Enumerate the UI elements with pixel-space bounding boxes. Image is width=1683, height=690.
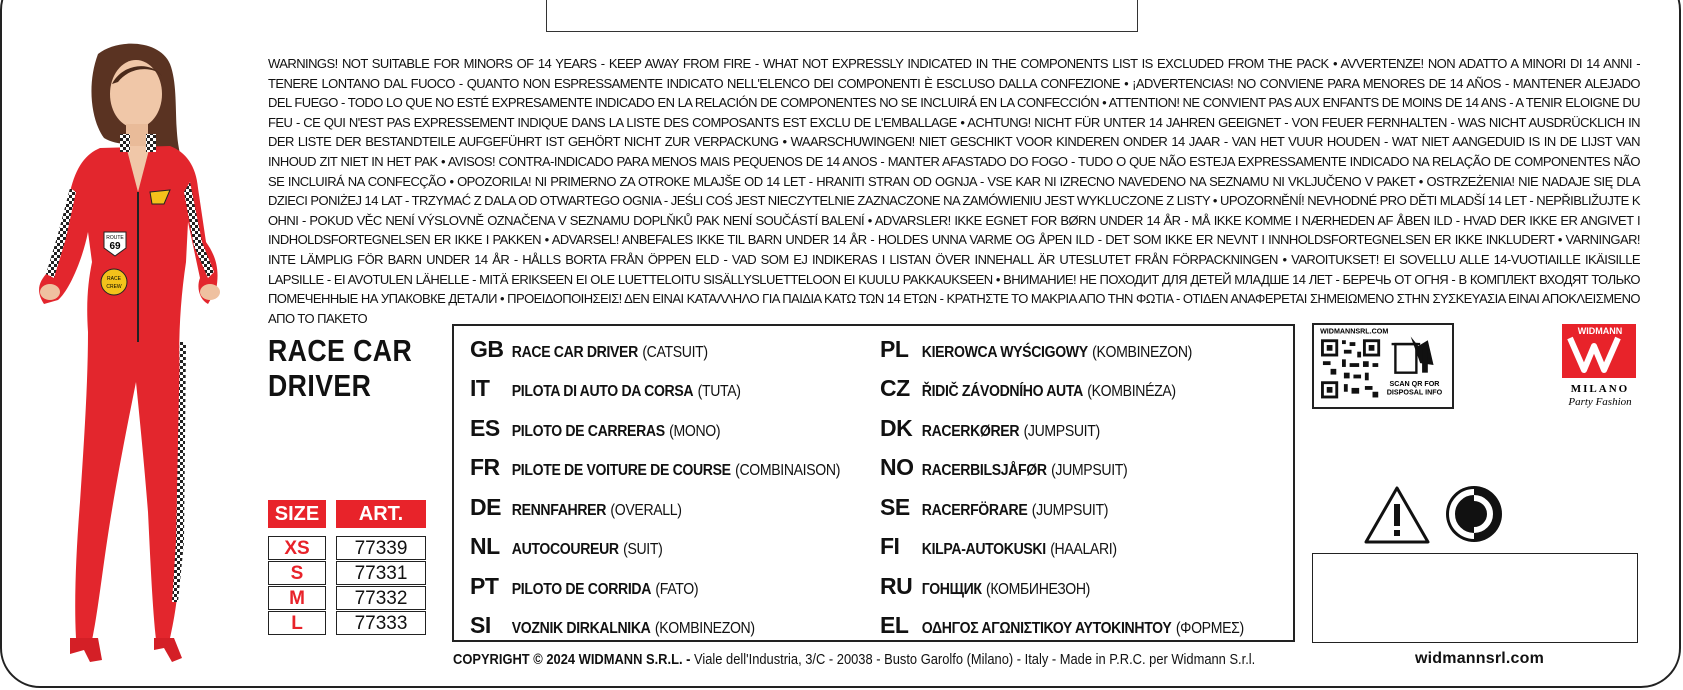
language-code: DE: [470, 494, 501, 520]
disposal-bin-icon: [1392, 336, 1434, 372]
size-value: M: [268, 586, 326, 610]
costume-name: AUTOCOUREUR: [511, 541, 619, 558]
language-row: [880, 336, 1229, 366]
logo-city: MILANO: [1570, 383, 1630, 395]
costume-type: (COMBINAISON): [735, 462, 841, 479]
costume-name: PILOTO DE CORRIDA: [511, 581, 652, 598]
product-title: [268, 333, 412, 403]
costume-name: RACERKØRER: [921, 423, 1020, 440]
language-row: [470, 375, 772, 405]
multilingual-warnings: WARNINGS! NOT SUITABLE FOR MINORS OF 14 YEARS - KEEP AWAY FROM FIRE - WHAT NOT EXPRESSLY INDICATED IN THE COMPONENTS LIST IS EXCLUDED FROM THE PACK • AVVERTENZE! NON ADATTO A MINORI DI 14 ANNI - TENERE LONTANO DAL FUOCO - QUANTO NON ESPRESSAMENTE INDICATO NELL'ELENCO DEI COMPONENTI È ESCLUSO DALLA CONFEZIONE • ¡ADVERTENCIAS! NO CONVIENE PARA MENORES DE 14 AÑOS - MANTENER ALEJADO DEL FUEGO - TODO LO QUE NO ESTÉ EXPRESAMENTE INDICADO EN LA RELACIÓN DE COMPONENTES NO SE INCLUIRÁ EN LA CONFECCIÓN • ATTENTION! NE CONVIENT PAS AUX ENFANTS DE MOINS DE 14 ANS - A TENIR ELOIGNE DU FEU - CE QUI N'EST PAS EXPRESSEMENT INDIQUE DANS LA LISTE DES COMPOSANTS EST EXCLU DE L'EMBALLAGE • ACHTUNG! NICHT FÜR UNTER 14 JAHREN GEEIGNET - VON FEUER FERNHALTEN - WAS NICHT AUSDRÜCKLICH IN DER LISTE DER BESTANDTEILE AUFGEFÜHRT IST GEHÖRT NICHT ZUR VERPACKUNG • WAARSCHUWINGEN! NIET GESCHIKT VOOR KINDEREN ONDER 14 JAAR - VAN HET VUUR HOUDEN - WAT NIET AANGEDUID IS IN DE LIJST VAN INHOUD ZIT NIET IN HET PAK • AVISOS! CONTRA-INDICADO PARA MENOS MAIS PEQUENOS DE 14 ANOS - MANTER AFASTADO DO FOGO - TUDO O QUE NÃO ESTEJA EXPRESSAMENTE INDICADO NA RELAÇÃO DE COMPONENTES NÃO SE INCLUIRÁ NA CONFECÇÃO • OPOZORILA! NI PRIMERNO ZA OTROKE MLAJŠE OD 14 LET - HRANITI STRAN OD OGNJA - VSE KAR NI IZRECNO NAVEDENO NA SEZNAMU NI VKLJUČENO V PAKET • OSTRZEŻENIA! NIE NADAJE SIĘ DLA DZIECI PONIŻEJ 14 LAT - TRZYMAĆ Z DALA OD OTWARTEGO OGNIA - JEŚLI COŚ JEST NIECZYTELNIE ZAZNACZONE NA ZAMÓWIENIU JEST WYKLUCZONE Z LISTY • UPOZORNĚNÍ! NEVHODNÉ PRO DĚTI MLADŠÍ 14 LET - NEPŘIBLIŽUJTE K OHNI - POKUD VĚC NENÍ VÝSLOVNĚ OZNAČENA V SEZNAMU DOPLŇKŮ PAK NENÍ SOUČÁSTÍ BALENÍ • ADVARSLER! IKKE EGNET FOR BØRN UNDER 14 ÅR - MÅ IKKE KOMME I NÆRHEDEN AF ÅBEN ILD - HVAD DER IKKE ER ANGIVET I INDHOLDSFORTEGNELSEN ER IKKE I PAKKEN • ADVARSEL! ANBEFALES IKKE TIL BARN UNDER 14 ÅR - HOLDES UNNA VARME OG ÅPEN ILD - DET SOM IKKE ER NEVNT I INNHOLDSFORTEGNELSEN ER IKKE INKLUDERT • VARNINGAR! INTE LÄMPLIG FÖR BARN UNDER 14 ÅR - HÅLLS BORTA FRÅN ÖPPEN ELD - VAD SOM EJ INDIKERAS I LISTAN ÖVER INNEHALL ÄR UTESLUTET FRÅN FÖRPACKNINGEN • VAROITUKSET! EI SOVELLU ALLE 14-VUOTIAILLE IKÄISILLE LAPSILLE - EI AVOTULEN LÄHELLE - MITÄ ERIKSEEN EI OLE LUETTELOITU SISÄLLYSLUETTELOON EI KUULU PAKKAUKSEEN • ВНИМАНИЕ! НЕ ПОХОДИТ ДЛЯ ДЕТЕЙ МЛАДШЕ 14 ЛЕТ - БЕРЕЧЬ ОТ ОГНЯ - В КОМПЛЕКТ ВХОДЯТ ТОЛЬКО ПОМЕЧЕННЫЕ НА УПАКОВКЕ ДЕТАЛИ • ΠΡΟΕΙΔΟΠΟΙΗΣΕΙΣ! ΔΕΝ ΕΙΝΑΙ ΚΑΤΑΛΛΗΛΟ ΓΙΑ ΠΑΙΔΙΑ ΚΑΤΩ ΤΩΝ 14 ΕΤΩΝ - ΚΡΑΤΗΣΤΕ ΤΟ ΜΑΚΡΙΑ ΑΠΟ ΤΗΝ ΦΩΤΙΑ - ΟΤΙΔΕΝ ΑΝΑΦΕΡΕΤΑΙ ΣΗΜΕΙΩΜΕΝΟ ΣΤΗΝ ΣΥΣΚΕΥΑΣΙΑ ΕΙΝΑΙ ΑΠΟΚΛΕΙΣΜΕΝΟ ΑΠΟ ΤΟ ΠΑΚΕΤΟ: [268, 56, 1640, 326]
qr-disposal-block: [1312, 323, 1454, 409]
language-code: NO: [880, 454, 914, 480]
costume-name: RACE CAR DRIVER: [511, 344, 638, 361]
costume-type: (OVERALL): [610, 502, 682, 519]
race-crew-patch: [101, 269, 127, 295]
costume-name: PILOTA DI AUTO DA CORSA: [511, 383, 694, 400]
costume-name: KILPA-AUTOKUSKI: [921, 541, 1046, 558]
widmann-logo: [1560, 322, 1640, 412]
costume-type: (KOMBINEZON): [1092, 344, 1192, 361]
costume-name: ΟΔΗΓΟΣ ΑΓΩΝΙΣΤΙΚΟΥ ΑΥΤΟΚΙΝΗΤΟΥ: [921, 620, 1172, 637]
costume-type: (KOMBINEZON): [654, 620, 755, 637]
language-code: PL: [880, 336, 909, 362]
product-title-line2: DRIVER: [268, 368, 372, 403]
language-row: [880, 612, 1288, 642]
patch-top-text: RACE: [107, 276, 121, 282]
language-row: [470, 415, 749, 445]
size-row: [268, 611, 426, 635]
costume-name: PILOTE DE VOITURE DE COURSE: [511, 462, 731, 479]
language-row: [880, 494, 1134, 524]
language-code: EL: [880, 612, 909, 638]
costume-type: (КОМБИНЕЗОН): [986, 581, 1090, 598]
language-row: [880, 533, 1144, 563]
route-number: 69: [109, 241, 121, 252]
costume-name: ГОНЩИК: [921, 581, 982, 598]
qr-site-label: WIDMANNSRL.COM: [1320, 327, 1389, 336]
article-number: 77333: [336, 611, 426, 635]
costume-type: (FATO): [655, 581, 699, 598]
language-code: FR: [470, 454, 500, 480]
copyright-address: Viale dell'Industria, 3/C - 20038 - Busto Garolfo (Milano) - Italy - Made in P.R.C. per Widmann S.r.l.: [690, 651, 1256, 668]
logo-tagline: Party Fashion: [1568, 396, 1632, 408]
article-number: 77331: [336, 561, 426, 585]
language-row: [880, 375, 1211, 405]
costume-type: (MONO): [669, 423, 721, 440]
language-row: [470, 454, 885, 484]
size-row: [268, 536, 426, 560]
language-names-box: [452, 324, 1295, 642]
language-row: [880, 415, 1124, 445]
language-code: PT: [470, 573, 499, 599]
costume-type: (JUMPSUIT): [1031, 502, 1109, 519]
language-row: [470, 336, 735, 366]
costume-type: (ΦΟΡΜΕΣ): [1175, 620, 1244, 637]
size-row: [268, 561, 426, 585]
costume-type: (TUTA): [697, 383, 741, 400]
article-header: ART.: [336, 500, 426, 528]
costume-type: (SUIT): [623, 541, 663, 558]
route-label: ROUTE: [106, 235, 124, 241]
language-code: GB: [470, 336, 504, 362]
costume-name: KIEROWCA WYŚCIGOWY: [921, 344, 1088, 361]
size-table: [268, 500, 426, 636]
qr-code-icon: [1320, 338, 1381, 399]
costume-type: (JUMPSUIT): [1051, 462, 1128, 479]
size-header: SIZE: [268, 500, 326, 528]
patch-bottom-text: CREW: [106, 284, 122, 290]
language-code: ES: [470, 415, 500, 441]
size-value: XS: [268, 536, 326, 560]
costume-name: PILOTO DE CARRERAS: [511, 423, 665, 440]
green-dot-recycling-icon: [1444, 484, 1504, 544]
costume-type: (JUMPSUIT): [1023, 423, 1100, 440]
language-code: CZ: [880, 375, 910, 401]
language-code: IT: [470, 375, 490, 401]
costume-type: (KOMBINÉZA): [1087, 383, 1176, 400]
product-title-line1: RACE CAR: [268, 333, 413, 368]
copyright-line: [453, 651, 1255, 668]
language-row: [880, 454, 1156, 484]
language-row: [470, 533, 683, 563]
language-row: [470, 573, 724, 603]
language-code: NL: [470, 533, 500, 559]
copyright-bold: COPYRIGHT © 2024 WIDMANN S.R.L. -: [453, 651, 691, 668]
article-number: 77339: [336, 536, 426, 560]
article-number: 77332: [336, 586, 426, 610]
language-row: [470, 612, 788, 642]
size-row: [268, 586, 426, 610]
warning-triangle-icon: [1362, 484, 1432, 546]
language-code: FI: [880, 533, 900, 559]
model-illustration: [30, 42, 260, 682]
logo-brand: WIDMANN: [1577, 326, 1623, 336]
language-code: RU: [880, 573, 913, 599]
language-code: DK: [880, 415, 913, 441]
costume-name: VOZNIK DIRKALNIKA: [511, 620, 651, 637]
size-table-header: [268, 500, 426, 528]
language-code: SE: [880, 494, 910, 520]
costume-name: RACERBILSJÅFØR: [921, 462, 1047, 479]
size-value: L: [268, 611, 326, 635]
size-value: S: [268, 561, 326, 585]
costume-name: ŘIDIČ ZÁVODNÍHO AUTA: [921, 383, 1083, 400]
blank-label-box: [1312, 553, 1638, 643]
costume-type: (CATSUIT): [642, 344, 708, 361]
scan-qr-line1: SCAN QR FOR: [1389, 380, 1440, 389]
costume-name: RENNFAHRER: [511, 502, 607, 519]
top-label-box: [546, 0, 1138, 32]
scan-qr-line2: DISPOSAL INFO: [1386, 388, 1443, 397]
language-code: SI: [470, 612, 491, 638]
costume-name: RACERFÖRARE: [921, 502, 1028, 519]
costume-type: (HAALARI): [1050, 541, 1117, 558]
website-link[interactable]: widmannsrl.com: [1415, 650, 1545, 667]
language-row: [470, 494, 705, 524]
language-row: [880, 573, 1113, 603]
